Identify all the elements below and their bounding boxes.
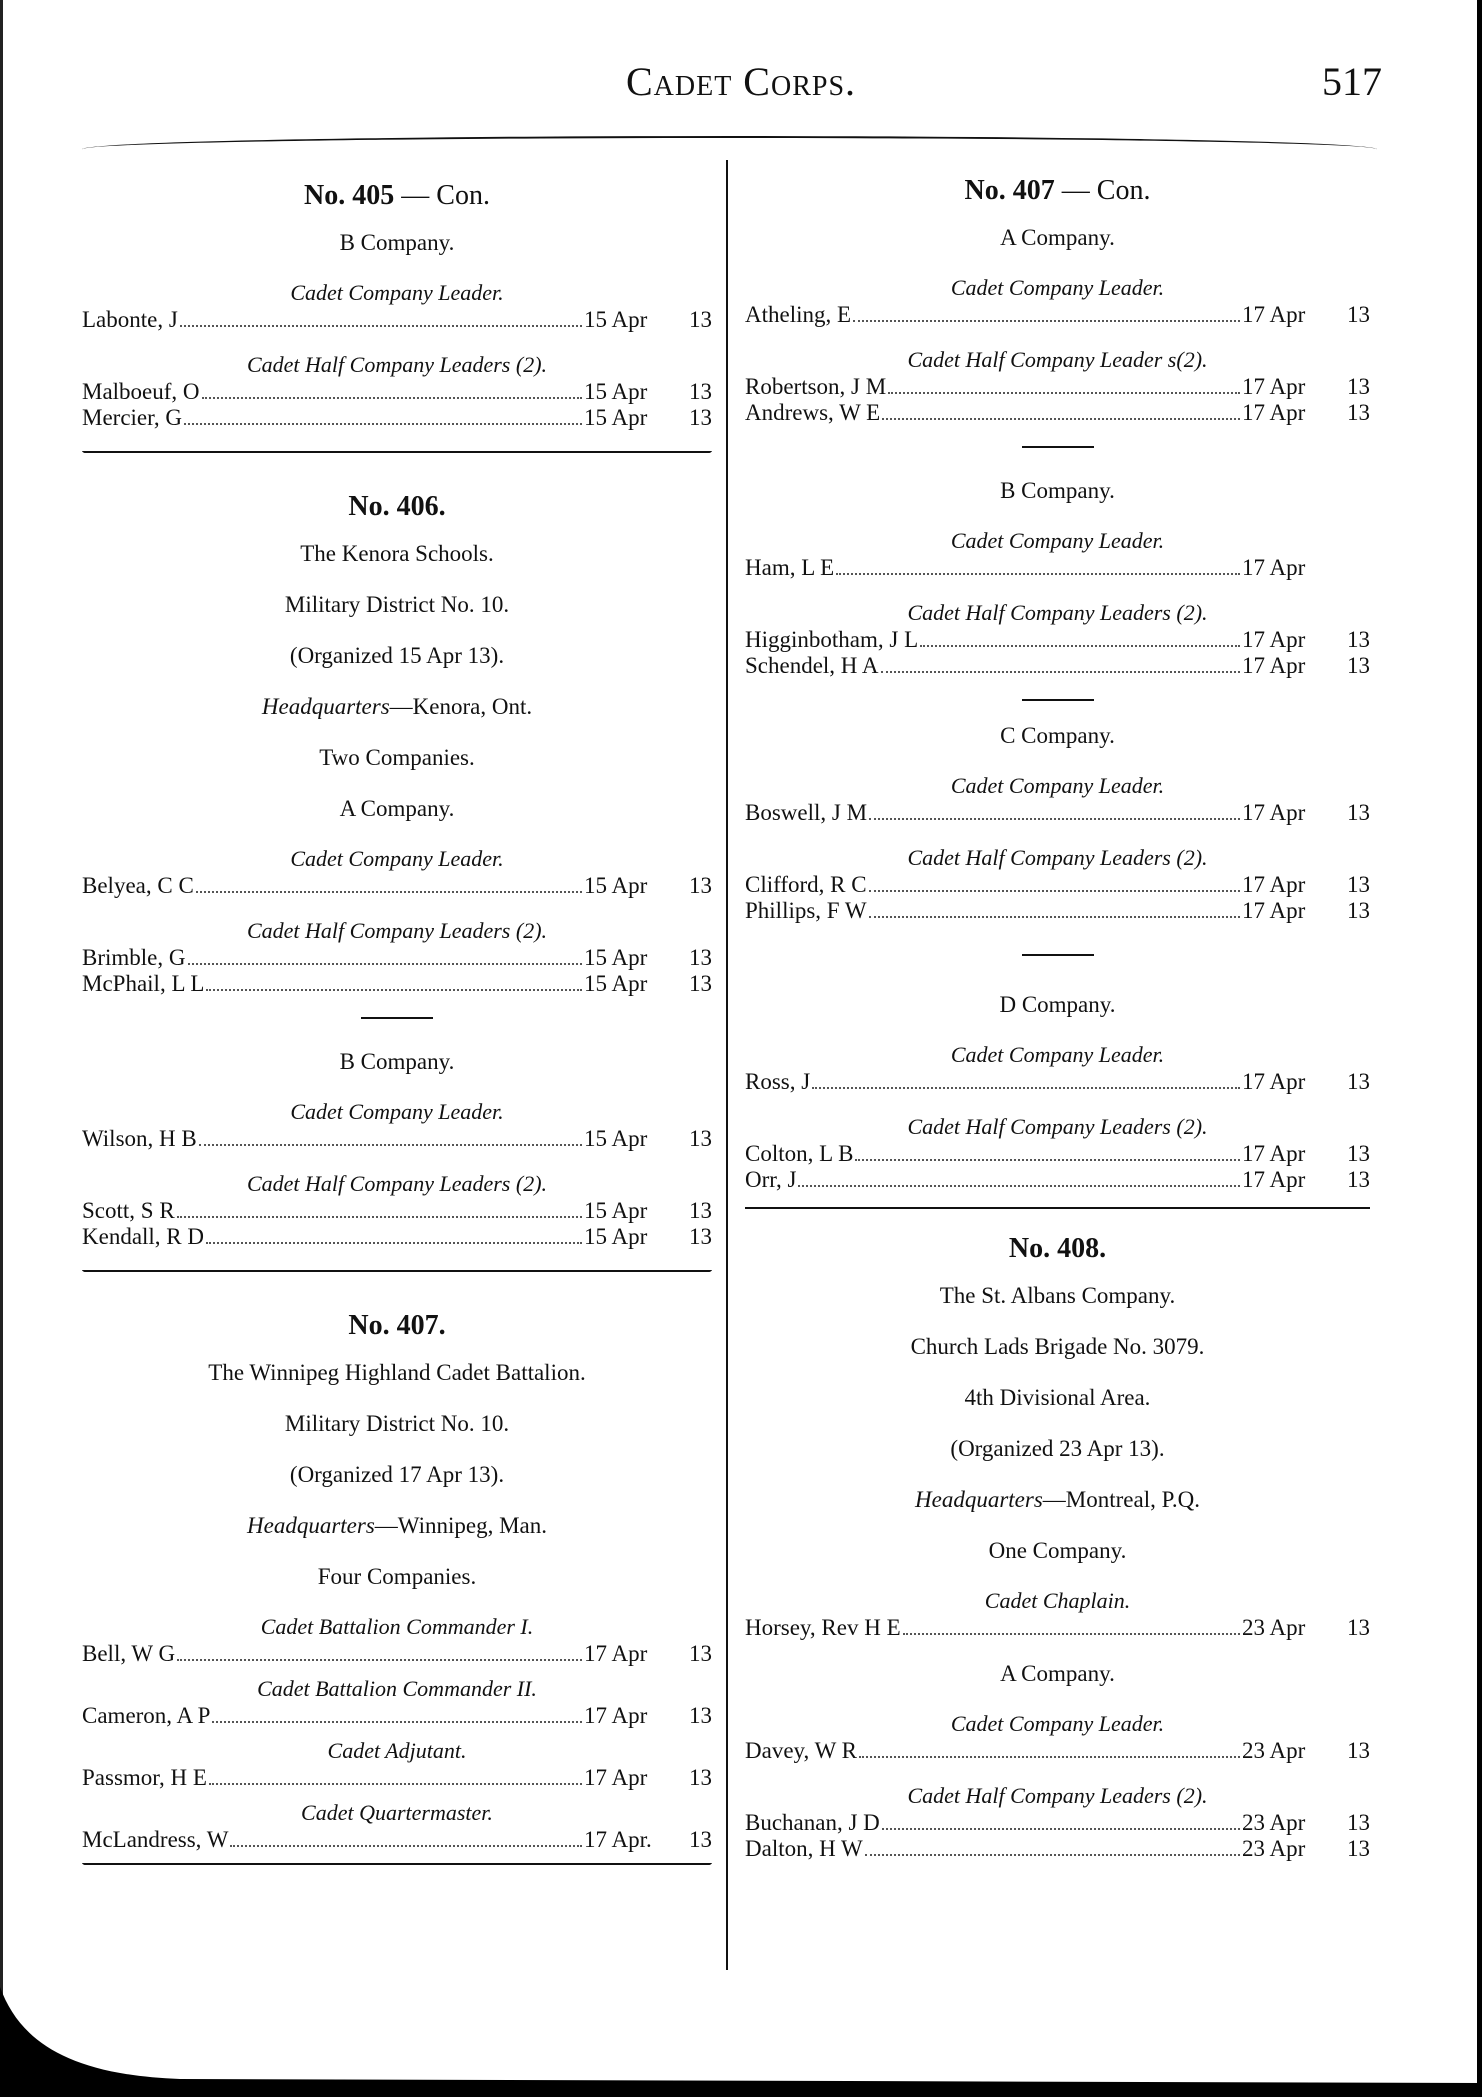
appointment-date: 17 Apr: [1242, 1069, 1306, 1094]
staff-group: [82, 1801, 712, 1853]
person-name: Horsey, Rev H E: [745, 1615, 901, 1640]
roster-entry: [82, 1641, 712, 1667]
roster-entry: [745, 1141, 1370, 1167]
section-title: [82, 180, 712, 212]
roster-entry: [745, 627, 1370, 653]
headquarters: [745, 1487, 1370, 1513]
appointment-year: 13: [689, 379, 712, 404]
half-leader-group: [82, 353, 712, 431]
person-name: Wilson, H B: [82, 1126, 197, 1151]
roster-entry: [745, 800, 1370, 826]
appointment-year: 13: [689, 1224, 712, 1249]
company-heading: B Company.: [339, 1049, 455, 1074]
role-title: Cadet Half Company Leaders (2).: [907, 600, 1208, 625]
role-title: Cadet Company Leader.: [950, 1711, 1165, 1736]
role-title: Cadet Company Leader.: [290, 1099, 504, 1124]
role-title: Cadet Adjutant.: [327, 1738, 467, 1763]
person-name: Malboeuf, O: [82, 379, 200, 404]
unit-name: The Kenora Schools.: [300, 541, 494, 566]
dot-leader: [212, 1721, 582, 1723]
dot-leader: [180, 325, 582, 327]
appointment-date: 23 Apr: [1242, 1810, 1306, 1835]
appointment-year: 13: [1347, 1810, 1370, 1835]
dot-leader: [888, 392, 1240, 394]
roster-entry: [745, 302, 1370, 328]
appointment-date: 17 Apr: [1242, 1141, 1306, 1166]
dot-leader: [230, 1845, 582, 1847]
person-name: Orr, J: [745, 1167, 797, 1192]
roster-entry: [745, 1167, 1370, 1193]
roster-entry: [745, 374, 1370, 400]
roster-entry: [82, 1827, 712, 1853]
headquarters-label: Headquarters: [261, 694, 390, 719]
roster-entry: [745, 1738, 1370, 1764]
dot-leader: [881, 671, 1240, 673]
person-name: Colton, L B: [745, 1141, 854, 1166]
headquarters: [82, 694, 712, 720]
dot-leader: [206, 1242, 582, 1244]
appointment-date: 15 Apr: [584, 945, 648, 970]
company-separator: [1022, 954, 1094, 956]
person-name: Kendall, R D: [82, 1224, 205, 1249]
appointment-date: 17 Apr: [1242, 400, 1306, 425]
person-name: McPhail, L L: [82, 971, 205, 996]
section-rule: [82, 1863, 712, 1879]
roster-entry: [82, 1703, 712, 1729]
appointment-date: 23 Apr: [1242, 1615, 1306, 1640]
person-name: Davey, W R: [745, 1738, 858, 1763]
roster-entry: [745, 555, 1370, 581]
dot-leader: [853, 320, 1240, 322]
dot-leader: [920, 645, 1240, 647]
roster-entry: [82, 971, 712, 997]
role-title: Cadet Company Leader.: [950, 1042, 1165, 1067]
dot-leader: [859, 1756, 1240, 1758]
person-name: Andrews, W E: [745, 400, 881, 425]
roster-entry: [745, 400, 1370, 426]
roster-entry: [82, 1198, 712, 1224]
appointment-year: 13: [1347, 1615, 1370, 1640]
leader-group: [745, 1712, 1370, 1764]
appointment-date: 17 Apr: [1242, 555, 1306, 580]
appointment-year: 13: [1347, 1738, 1370, 1763]
roster-entry: [745, 872, 1370, 898]
section-408: [745, 1233, 1370, 1862]
column-divider: [726, 160, 728, 1970]
company-heading: C Company.: [1000, 723, 1115, 748]
organized-date: (Organized 23 Apr 13).: [950, 1436, 1165, 1461]
unit-name: The Winnipeg Highland Cadet Battalion.: [208, 1360, 586, 1385]
person-name: Ross, J: [745, 1069, 811, 1094]
half-leader-group: [745, 1784, 1370, 1862]
person-name: Belyea, C C: [82, 873, 194, 898]
half-leader-group: [745, 1115, 1370, 1193]
company-heading: B Company.: [339, 230, 455, 255]
brigade: Church Lads Brigade No. 3079.: [910, 1334, 1205, 1359]
dot-leader: [199, 1144, 582, 1146]
half-leader-group: [745, 601, 1370, 679]
staff-group: [82, 1615, 712, 1667]
left-column: [82, 180, 712, 1879]
person-name: McLandress, W: [82, 1827, 229, 1852]
appointment-year: 13: [1347, 1836, 1370, 1861]
company-count: Two Companies.: [319, 745, 475, 770]
appointment-date: 15 Apr: [584, 1126, 648, 1151]
section-rule: [82, 1270, 712, 1286]
person-name: Scott, S R: [82, 1198, 175, 1223]
roster-entry: [82, 1126, 712, 1152]
half-leader-group: [745, 348, 1370, 426]
appointment-date: 17 Apr: [584, 1765, 648, 1790]
appointment-date: 17 Apr: [1242, 800, 1306, 825]
dot-leader: [869, 818, 1240, 820]
dot-leader: [188, 963, 583, 965]
half-leader-group: [82, 1172, 712, 1250]
headquarters: [82, 1513, 712, 1539]
person-name: Labonte, J: [82, 307, 178, 332]
company-separator: [1022, 446, 1094, 448]
role-title: Cadet Half Company Leaders (2).: [907, 1114, 1208, 1139]
appointment-date: 17 Apr: [1242, 1167, 1306, 1192]
dot-leader: [202, 397, 582, 399]
appointment-date: 15 Apr: [584, 873, 648, 898]
unit-name: The St. Albans Company.: [939, 1283, 1176, 1308]
divisional-area: 4th Divisional Area.: [964, 1385, 1151, 1410]
roster-entry: [745, 1615, 1370, 1641]
roster-entry: [745, 898, 1370, 924]
appointment-year: 13: [689, 945, 712, 970]
company-count: Four Companies.: [317, 1564, 477, 1589]
continued-marker: — Con.: [401, 180, 490, 211]
appointment-year: 13: [689, 1827, 712, 1852]
chaplain-group: [745, 1589, 1370, 1641]
person-name: Cameron, A P: [82, 1703, 211, 1728]
appointment-year: 13: [689, 873, 712, 898]
dot-leader: [206, 989, 582, 991]
leader-group: [82, 1100, 712, 1152]
district: Military District No. 10.: [284, 592, 510, 617]
section-title: No. 408.: [1008, 1233, 1107, 1264]
staff-group: [82, 1739, 712, 1791]
appointment-date: 15 Apr: [584, 1198, 648, 1223]
person-name: Clifford, R C: [745, 872, 867, 897]
section-rule: [745, 1207, 1370, 1209]
appointment-year: 13: [1347, 1167, 1370, 1192]
roster-entry: [745, 1069, 1370, 1095]
person-name: Boswell, J M: [745, 800, 868, 825]
leader-group: [745, 1043, 1370, 1095]
right-column: [745, 175, 1370, 1870]
role-title: Cadet Company Leader.: [950, 773, 1165, 798]
leader-group: [745, 774, 1370, 826]
appointment-date: 23 Apr: [1242, 1836, 1306, 1861]
section-number: No. 407: [964, 175, 1055, 206]
appointment-year: 13: [689, 1765, 712, 1790]
headquarters-value: —Winnipeg, Man.: [374, 1513, 547, 1538]
company-separator: [361, 1017, 433, 1019]
appointment-year: 13: [689, 1126, 712, 1151]
dot-leader: [882, 418, 1240, 420]
person-name: Ham, L E: [745, 555, 835, 580]
dot-leader: [184, 423, 582, 425]
appointment-year: 13: [689, 1641, 712, 1666]
dot-leader: [865, 1854, 1240, 1856]
roster-entry: [745, 1836, 1370, 1862]
header-rule: [82, 136, 1377, 152]
scan-edge-right: [1477, 0, 1482, 2097]
role-title: Cadet Battalion Commander II.: [257, 1676, 537, 1701]
company-separator: [1022, 699, 1094, 701]
roster-entry: [82, 1224, 712, 1250]
appointment-date: 15 Apr: [584, 1224, 648, 1249]
appointment-year: 13: [689, 1198, 712, 1223]
section-405-continued: [82, 180, 712, 431]
headquarters-label: Headquarters: [247, 1513, 375, 1538]
district: Military District No. 10.: [284, 1411, 510, 1436]
page-number: 517: [1322, 59, 1382, 104]
appointment-year: 13: [1347, 400, 1370, 425]
appointment-year: 13: [1347, 1069, 1370, 1094]
appointment-year: 13: [1347, 653, 1370, 678]
appointment-date: 17 Apr: [584, 1703, 648, 1728]
appointment-year: 13: [689, 405, 712, 430]
role-title: Cadet Half Company Leaders (2).: [907, 1783, 1208, 1808]
dot-leader: [209, 1783, 582, 1785]
continued-marker: — Con.: [1061, 175, 1151, 206]
roster-entry: [745, 653, 1370, 679]
person-name: Buchanan, J D: [745, 1810, 880, 1835]
roster-entry: [82, 379, 712, 405]
role-title: Cadet Company Leader.: [950, 528, 1165, 553]
appointment-year: 13: [1347, 800, 1370, 825]
dot-leader: [869, 890, 1240, 892]
half-leader-group: [82, 919, 712, 997]
headquarters-label: Headquarters: [915, 1487, 1043, 1512]
person-name: Mercier, G: [82, 405, 182, 430]
appointment-date: 15 Apr: [584, 307, 648, 332]
appointment-date: 17 Apr: [1242, 653, 1306, 678]
running-title: Cadet Corps.: [625, 59, 857, 104]
role-title: Cadet Company Leader.: [290, 846, 504, 871]
dot-leader: [177, 1659, 582, 1661]
scan-shadow-corner: [0, 1987, 1482, 2097]
company-heading: A Company.: [339, 796, 455, 821]
appointment-year: 13: [1347, 627, 1370, 652]
headquarters-value: —Kenora, Ont.: [389, 694, 533, 719]
role-title: Cadet Half Company Leader s(2).: [907, 347, 1208, 372]
dot-leader: [855, 1159, 1240, 1161]
dot-leader: [869, 916, 1240, 918]
headquarters-value: —Montreal, P.Q.: [1042, 1487, 1200, 1512]
section-number: No. 405: [304, 180, 395, 211]
section-406: [82, 491, 712, 1250]
dot-leader: [836, 573, 1240, 575]
dot-leader: [882, 1828, 1240, 1830]
staff-group: [82, 1677, 712, 1729]
section-rule: [82, 451, 712, 467]
leader-group: [82, 281, 712, 333]
leader-group: [745, 276, 1370, 328]
appointment-date: 23 Apr: [1242, 1738, 1306, 1763]
section-title: No. 406.: [348, 491, 446, 522]
appointment-year: 13: [1347, 872, 1370, 897]
roster-entry: [745, 1810, 1370, 1836]
role-title: Cadet Half Company Leaders (2).: [246, 1171, 548, 1196]
section-title: No. 407.: [348, 1310, 446, 1341]
person-name: Brimble, G: [82, 945, 186, 970]
appointment-date: 17 Apr.: [584, 1827, 652, 1852]
dot-leader: [812, 1087, 1240, 1089]
dot-leader: [196, 891, 582, 893]
role-title: Cadet Company Leader.: [950, 275, 1165, 300]
person-name: Bell, W G: [82, 1641, 176, 1666]
roster-entry: [82, 945, 712, 971]
appointment-date: 17 Apr: [1242, 872, 1306, 897]
company-count: One Company.: [988, 1538, 1127, 1563]
person-name: Passmor, H E: [82, 1765, 207, 1790]
appointment-date: 15 Apr: [584, 405, 648, 430]
person-name: Schendel, H A: [745, 653, 879, 678]
dot-leader: [177, 1216, 582, 1218]
organized-date: (Organized 15 Apr 13).: [289, 643, 505, 668]
dot-leader: [798, 1185, 1240, 1187]
appointment-date: 17 Apr: [1242, 898, 1306, 923]
appointment-year: 13: [689, 307, 712, 332]
appointment-year: 13: [1347, 302, 1370, 327]
dot-leader: [903, 1633, 1240, 1635]
company-heading: B Company.: [1000, 478, 1115, 503]
company-heading: A Company.: [1000, 1661, 1115, 1686]
half-leader-group: [745, 846, 1370, 924]
roster-entry: [82, 873, 712, 899]
roster-entry: [82, 307, 712, 333]
appointment-date: 15 Apr: [584, 971, 648, 996]
company-heading: D Company.: [999, 992, 1116, 1017]
role-title: Cadet Half Company Leaders (2).: [907, 845, 1208, 870]
appointment-year: 13: [1347, 1141, 1370, 1166]
appointment-year: 13: [1347, 898, 1370, 923]
section-407: [82, 1310, 712, 1879]
role-title: Cadet Battalion Commander I.: [260, 1614, 534, 1639]
role-title: Cadet Chaplain.: [984, 1588, 1131, 1613]
role-title: Cadet Company Leader.: [290, 280, 504, 305]
role-title: Cadet Quartermaster.: [301, 1800, 493, 1825]
organized-date: (Organized 17 Apr 13).: [289, 1462, 505, 1487]
appointment-year: 13: [689, 971, 712, 996]
appointment-year: 13: [1347, 374, 1370, 399]
appointment-date: 17 Apr: [584, 1641, 648, 1666]
company-heading: A Company.: [1000, 225, 1115, 250]
role-title: Cadet Half Company Leaders (2).: [246, 918, 548, 943]
appointment-date: 17 Apr: [1242, 374, 1306, 399]
leader-group: [82, 847, 712, 899]
person-name: Atheling, E: [745, 302, 852, 327]
person-name: Higginbotham, J L: [745, 627, 919, 652]
appointment-date: 17 Apr: [1242, 627, 1306, 652]
person-name: Robertson, J M: [745, 374, 887, 399]
appointment-date: 17 Apr: [1242, 302, 1306, 327]
scan-edge-left: [0, 0, 3, 2097]
person-name: Dalton, H W: [745, 1836, 863, 1861]
section-407-continued: [745, 175, 1370, 1193]
roster-entry: [82, 1765, 712, 1791]
appointment-year: 13: [689, 1703, 712, 1728]
roster-entry: [82, 405, 712, 431]
section-title: [745, 175, 1370, 207]
role-title: Cadet Half Company Leaders (2).: [246, 352, 548, 377]
appointment-date: 15 Apr: [584, 379, 648, 404]
leader-group: [745, 529, 1370, 581]
person-name: Phillips, F W: [745, 898, 867, 923]
